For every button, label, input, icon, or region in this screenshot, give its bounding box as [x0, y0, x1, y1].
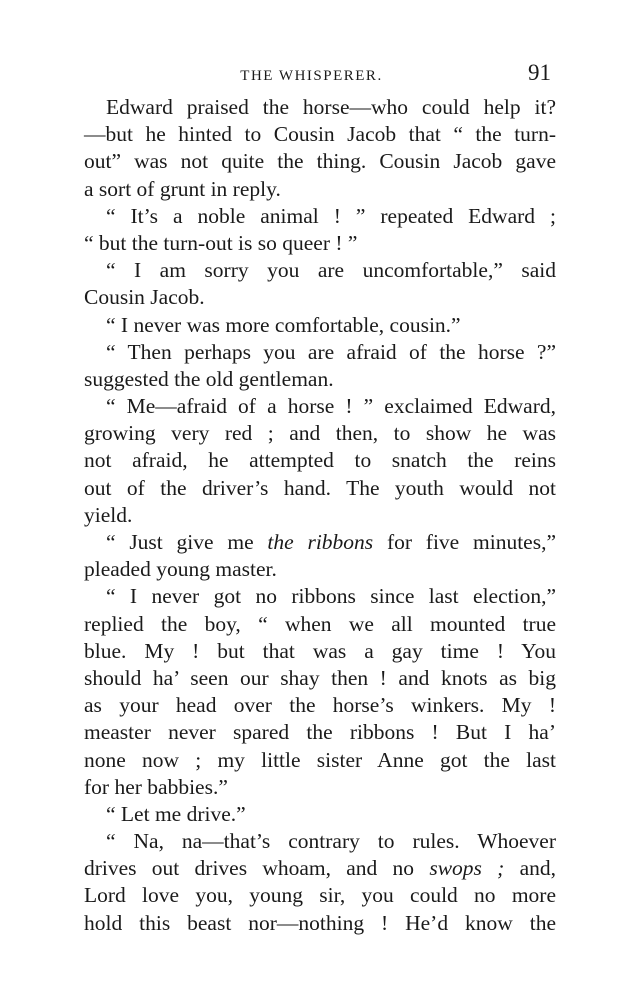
- text-segment: “ Just give me: [106, 530, 268, 554]
- text-segment: for five minutes,”: [373, 530, 556, 554]
- text-line: Edward praised the horse—who could help it?: [106, 95, 556, 119]
- text-line: Lord love you, young sir, you could no more: [84, 883, 556, 908]
- text-line: for her babbies.”: [84, 774, 228, 799]
- text-line: “ Let me drive.”: [106, 801, 246, 826]
- text-line: “ Me—afraid of a horse ! ” exclaimed Edward,: [106, 394, 556, 419]
- running-title: THE WHISPERER.: [240, 68, 383, 84]
- text-segment: drives out drives whoam, and no: [84, 856, 430, 881]
- text-line: Cousin Jacob.: [84, 285, 205, 310]
- text-line: hold this beast nor—nothing ! He’d know the: [84, 910, 556, 935]
- text-line: none now ; my little sister Anne got the last: [84, 747, 556, 772]
- text-line: measter never spared the ribbons ! But I ha’: [84, 720, 556, 745]
- text-line: out” was not quite the thing. Cousin Jacob gave: [84, 149, 556, 174]
- text-line: “ I never got no ribbons since last election,”: [106, 584, 556, 609]
- text-line: as your head over the horse’s winkers. My !: [84, 693, 556, 718]
- text-line: “ I never was more comfortable, cousin.”: [106, 312, 461, 337]
- text-line: “ It’s a noble animal ! ” repeated Edward ;: [106, 203, 556, 228]
- text-line: not afraid, he attempted to snatch the reins: [84, 448, 556, 473]
- text-line: “ Na, na—that’s contrary to rules. Whoever: [106, 829, 556, 854]
- text-line: suggested the old gentleman.: [84, 366, 334, 391]
- text-segment: and,: [504, 856, 557, 881]
- italic-text-segment: swops ;: [429, 856, 505, 881]
- body-text: [84, 94, 556, 937]
- italic-text-segment: the ribbons: [267, 530, 374, 554]
- text-line: “ Then perhaps you are afraid of the horse ?”: [106, 339, 556, 364]
- text-line: a sort of grunt in reply.: [84, 176, 281, 201]
- text-line: blue. My ! but that was a gay time ! You: [84, 638, 556, 663]
- text-line: yield.: [84, 502, 133, 527]
- text-line: pleaded young master.: [84, 557, 277, 582]
- text-line: replied the boy, “ when we all mounted true: [84, 611, 556, 636]
- text-line: “ I am sorry you are uncomfortable,” said: [106, 258, 556, 283]
- text-line: out of the driver’s hand. The youth would not: [84, 475, 556, 500]
- text-line: growing very red ; and then, to show he was: [84, 421, 556, 446]
- running-head: [0, 62, 623, 90]
- text-line: should ha’ seen our shay then ! and knots as big: [84, 665, 556, 690]
- page-number: 91: [528, 60, 551, 85]
- text-line: [84, 529, 556, 556]
- text-line: [84, 855, 556, 882]
- text-line: “ but the turn-out is so queer ! ”: [84, 230, 358, 255]
- text-line: —but he hinted to Cousin Jacob that “ the turn-: [84, 122, 556, 147]
